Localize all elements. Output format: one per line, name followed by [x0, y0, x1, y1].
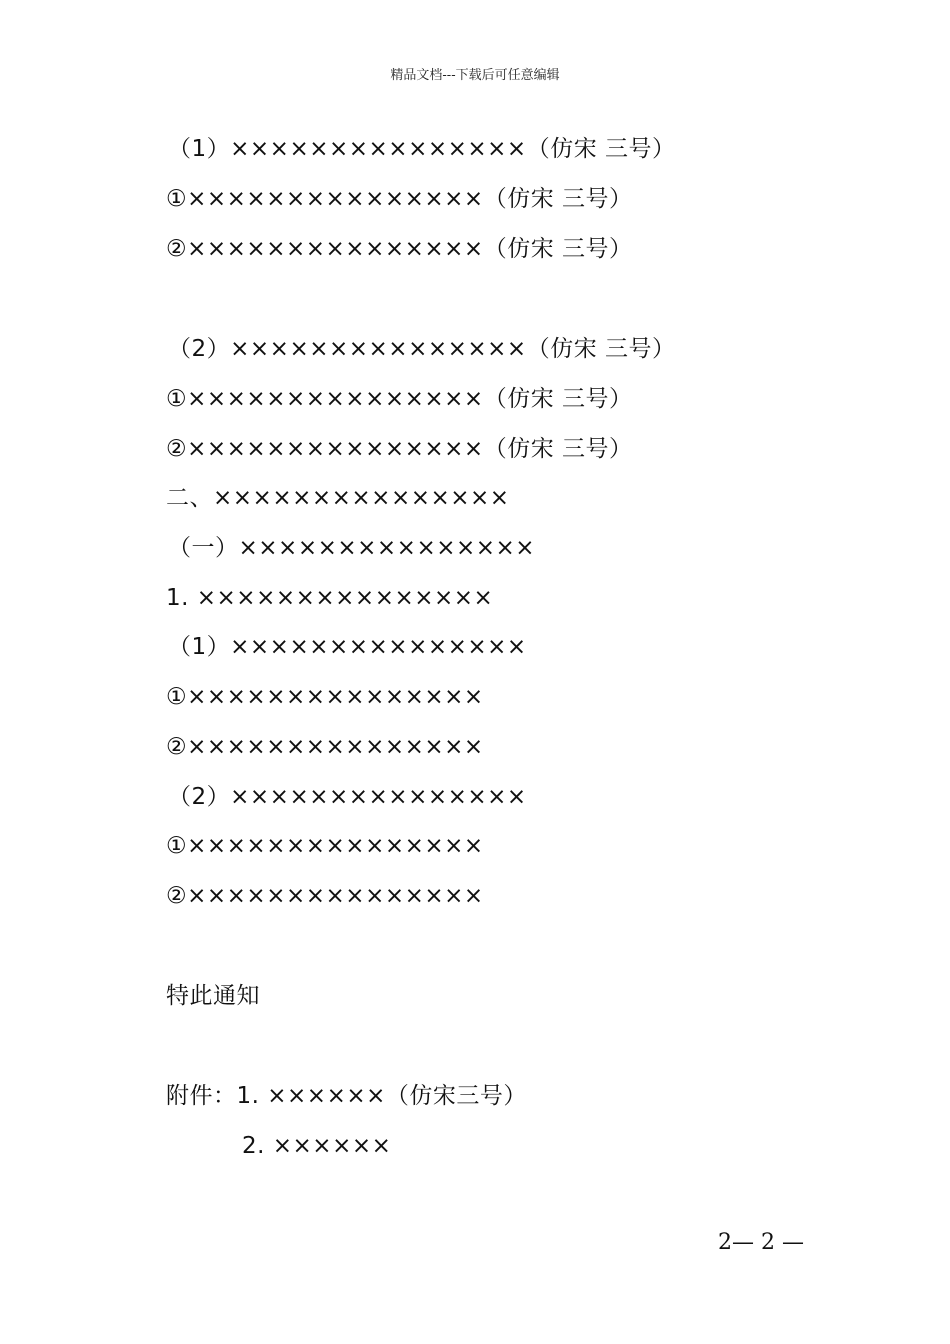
text-line: （2）×××××××××××××××: [168, 784, 527, 810]
attachment-line: 附件：1. ××××××（仿宋三号）: [166, 1083, 527, 1109]
text-line: ②×××××××××××××××（仿宋 三号）: [166, 236, 633, 262]
text-line: ①×××××××××××××××（仿宋 三号）: [166, 186, 633, 212]
page-header: 精品文档---下载后可任意编辑: [390, 68, 560, 83]
subsection-heading: （一）×××××××××××××××: [168, 535, 536, 561]
closing-notice: 特此通知: [166, 983, 260, 1009]
attachment-line: 2. ××××××: [242, 1133, 392, 1159]
section-heading: 二、×××××××××××××××: [166, 485, 510, 511]
page-number: 2— 2 —: [718, 1230, 804, 1255]
text-line: （2）×××××××××××××××（仿宋 三号）: [168, 336, 676, 362]
text-line: 1. ×××××××××××××××: [166, 585, 494, 611]
text-line: ①×××××××××××××××: [166, 684, 484, 710]
text-line: （1）×××××××××××××××（仿宋 三号）: [168, 136, 676, 162]
text-line: ②×××××××××××××××: [166, 734, 484, 760]
text-line: （1）×××××××××××××××: [168, 634, 527, 660]
text-line: ②×××××××××××××××（仿宋 三号）: [166, 436, 633, 462]
text-line: ①×××××××××××××××: [166, 833, 484, 859]
text-line: ②×××××××××××××××: [166, 883, 484, 909]
text-line: ①×××××××××××××××（仿宋 三号）: [166, 386, 633, 412]
